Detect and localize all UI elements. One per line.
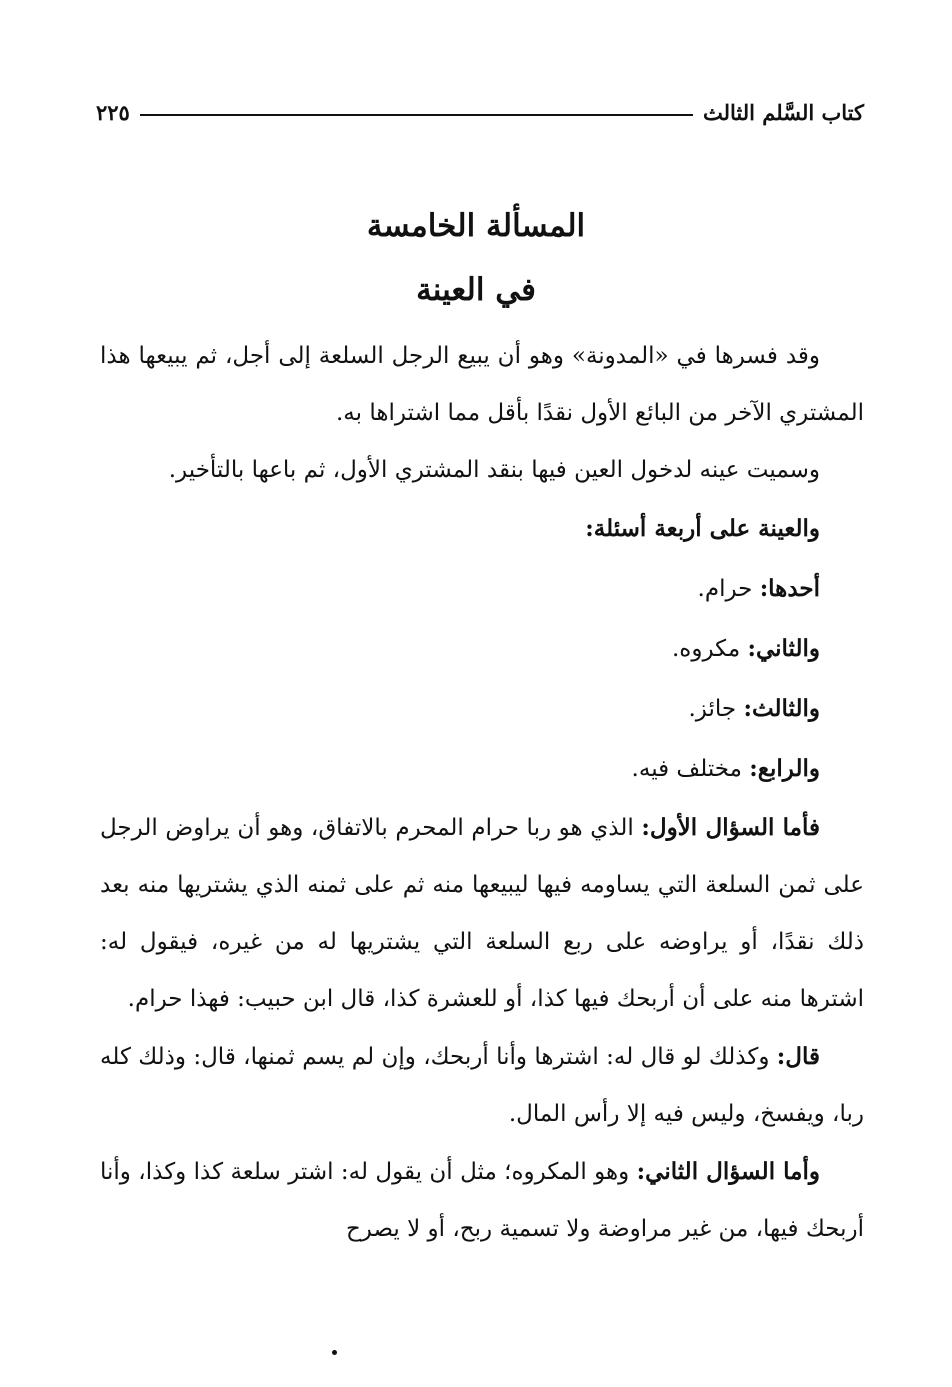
list-item xyxy=(100,739,864,799)
list-item xyxy=(100,559,864,619)
section-text: الذي هو ربا حرام المحرم بالاتفاق، وهو أن يراوض الرجل على ثمن السلعة التي يساومه فيها ليبيعها منه ثم على ثمنه الذي يشتريها منه بعد ذلك نقدًا، أو يراوضه على ربع السلعة التي يشتريها له من غيره، فيقول له: اشترها منه على أن أربحك فيها كذا، أو للعشرة كذا، قال ابن حبيب: فهذا حرام. xyxy=(100,815,864,1012)
list-item xyxy=(100,679,864,739)
list-item-label: أحدها: xyxy=(759,575,820,602)
list-item xyxy=(100,619,864,679)
paragraph-definition: وقد فسرها في «المدونة» وهو أن يبيع الرجل السلعة إلى أجل، ثم يبيعها هذا المشتري الآخر من البائع الأول نقدًا بأقل مما اشتراها به. xyxy=(100,343,864,426)
section-lead: فأما السؤال الأول: xyxy=(641,814,821,841)
section-lead: قال: xyxy=(776,1043,821,1070)
list-intro xyxy=(100,499,864,559)
list-item-text: مكروه. xyxy=(671,636,741,662)
topic-heading: في العينة xyxy=(416,272,536,308)
header-rule xyxy=(140,114,693,116)
page-body xyxy=(100,328,864,1258)
list-intro-text: والعينة على أربعة أسئلة: xyxy=(585,515,820,542)
page-header xyxy=(96,92,864,132)
section-second-question xyxy=(100,1143,864,1258)
list-item-label: والثالث: xyxy=(743,695,820,722)
footer-dot xyxy=(332,1350,337,1355)
paragraph-naming: وسميت عينه لدخول العين فيها بنقد المشتري الأول، ثم باعها بالتأخير. xyxy=(168,457,820,483)
list-item-label: والرابع: xyxy=(749,755,820,782)
list-item-text: جائز. xyxy=(688,696,737,722)
section-text: وكذلك لو قال له: اشترها وأنا أربحك، وإن لم يسم ثمنها، قال: وذلك كله ربا، ويفسخ، وليس فيه إلا رأس المال. xyxy=(100,1044,864,1127)
section-first-question xyxy=(100,799,864,1028)
section-text: وهو المكروه؛ مثل أن يقول له: اشتر سلعة كذا وكذا، وأنا أربحك فيها، من غير مراوضة ولا تسمية ربح، أو لا يصرح xyxy=(100,1159,864,1242)
list-item-label: والثاني: xyxy=(747,635,820,662)
list-item-text: حرام. xyxy=(697,576,753,602)
running-header-title: كتاب السَّلم الثالث xyxy=(702,99,864,125)
chapter-heading: المسألة الخامسة xyxy=(366,208,586,244)
page-number: ٢٢٥ xyxy=(96,99,130,125)
list-item-text: مختلف فيه. xyxy=(631,756,742,782)
section-said xyxy=(100,1028,864,1143)
section-lead: وأما السؤال الثاني: xyxy=(636,1158,821,1185)
